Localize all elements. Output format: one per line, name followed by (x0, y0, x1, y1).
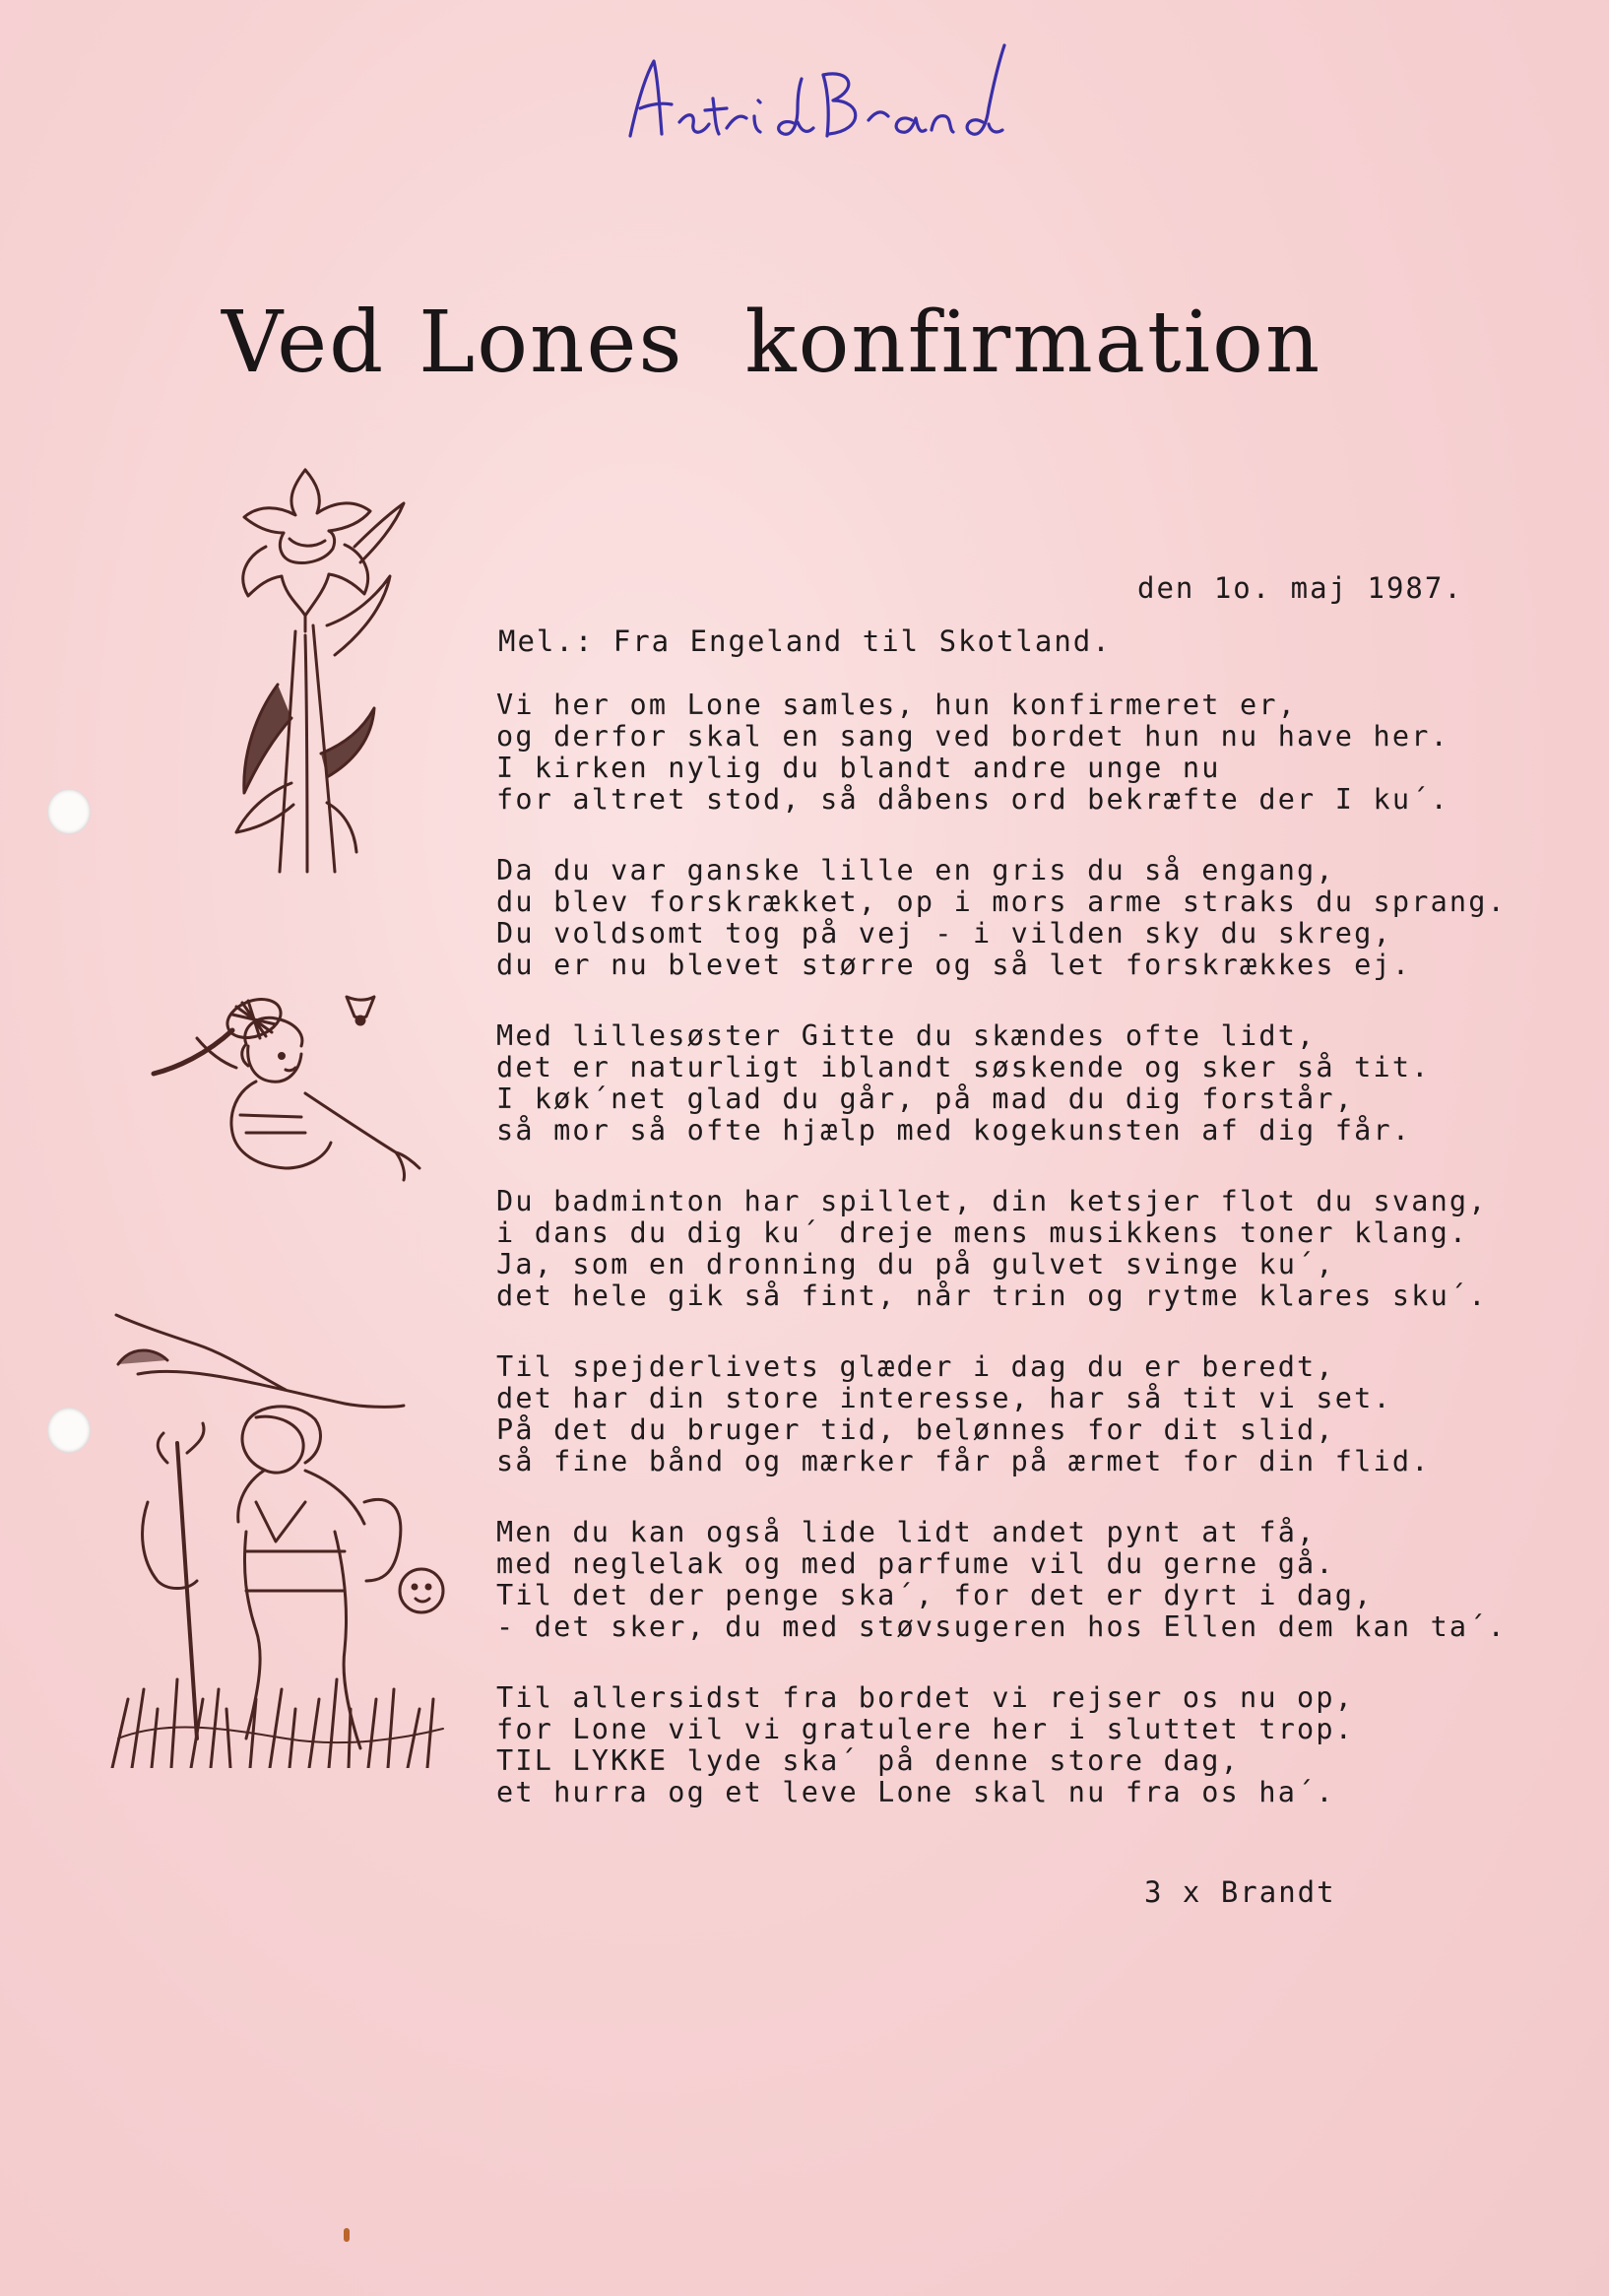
verse-line: Da du var ganske lille en gris du så engang, (496, 854, 1335, 886)
verse-6 (496, 1517, 1589, 1643)
badminton-girl-illustration (138, 985, 433, 1212)
song-verses (496, 689, 1589, 1848)
verse-line: du er nu blevet større og så let forskrækkes ej. (496, 949, 1412, 981)
verse-line: Men du kan også lide lidt andet pynt at få, (496, 1516, 1317, 1548)
melody-line: Mel.: Fra Engeland til Skotland. (498, 624, 1112, 658)
scouts-illustration (108, 1305, 453, 1768)
verse-line: Du voldsomt tog på vej - i vilden sky du skreg, (496, 917, 1392, 950)
verse-line: for Lone vil vi gratulere her i sluttet trop. (496, 1713, 1355, 1745)
verse-line: På det du bruger tid, belønnes for dit slid, (496, 1413, 1335, 1446)
verse-3 (496, 1020, 1589, 1147)
verse-line: så fine bånd og mærker får på ærmet for din flid. (496, 1445, 1431, 1477)
date-line: den 1o. maj 1987. (1137, 571, 1463, 605)
handwritten-signature (611, 39, 1221, 158)
title-word-lones: Lones (418, 294, 684, 392)
title-word-konfirmation: konfirmation (744, 294, 1322, 392)
punch-hole-upper (47, 789, 91, 834)
verse-line: TIL LYKKE lyde ska´ på denne store dag, (496, 1744, 1240, 1777)
verse-line: I kirken nylig du blandt andre unge nu (496, 752, 1221, 784)
verse-line: - det sker, du med støvsugeren hos Ellen dem kan ta´. (496, 1610, 1507, 1643)
daffodil-illustration (197, 458, 414, 882)
verse-line: et hurra og et leve Lone skal nu fra os ha´. (496, 1776, 1335, 1808)
signoff: 3 x Brandt (1144, 1875, 1336, 1909)
verse-line: det er naturligt iblandt søskende og sker så tit. (496, 1051, 1431, 1083)
ink-speck (344, 2228, 350, 2242)
verse-1 (496, 689, 1589, 816)
punch-hole-lower (47, 1408, 91, 1453)
verse-line: så mor så ofte hjælp med kogekunsten af dig får. (496, 1114, 1412, 1147)
verse-line: det hele gik så fint, når trin og rytme klares sku´. (496, 1279, 1488, 1312)
verse-2 (496, 855, 1589, 981)
document-title (222, 294, 1321, 392)
verse-line: Ja, som en dronning du på gulvet svinge ku´, (496, 1248, 1335, 1280)
verse-line: Til spejderlivets glæder i dag du er beredt, (496, 1350, 1335, 1383)
verse-5 (496, 1351, 1589, 1477)
verse-line: og derfor skal en sang ved bordet hun nu have her. (496, 720, 1449, 753)
verse-7 (496, 1682, 1589, 1808)
verse-line: du blev forskrækket, op i mors arme straks du sprang. (496, 886, 1507, 918)
verse-line: Vi her om Lone samles, hun konfirmeret er, (496, 689, 1298, 721)
verse-line: Til allersidst fra bordet vi rejser os nu op, (496, 1681, 1355, 1714)
verse-line: Til det der penge ska´, for det er dyrt i dag, (496, 1579, 1374, 1611)
verse-line: I køk´net glad du går, på mad du dig forstår, (496, 1082, 1355, 1115)
verse-line: Med lillesøster Gitte du skændes ofte lidt, (496, 1019, 1317, 1052)
verse-line: i dans du dig ku´ dreje mens musikkens toner klang. (496, 1216, 1469, 1249)
title-word-ved: Ved (222, 294, 386, 392)
verse-line: Du badminton har spillet, din ketsjer flot du svang, (496, 1185, 1488, 1217)
verse-line: det har din store interesse, har så tit vi set. (496, 1382, 1392, 1414)
verse-line: for altret stod, så dåbens ord bekræfte der I ku´. (496, 783, 1449, 816)
verse-line: med neglelak og med parfume vil du gerne gå. (496, 1547, 1335, 1580)
verse-4 (496, 1186, 1589, 1312)
